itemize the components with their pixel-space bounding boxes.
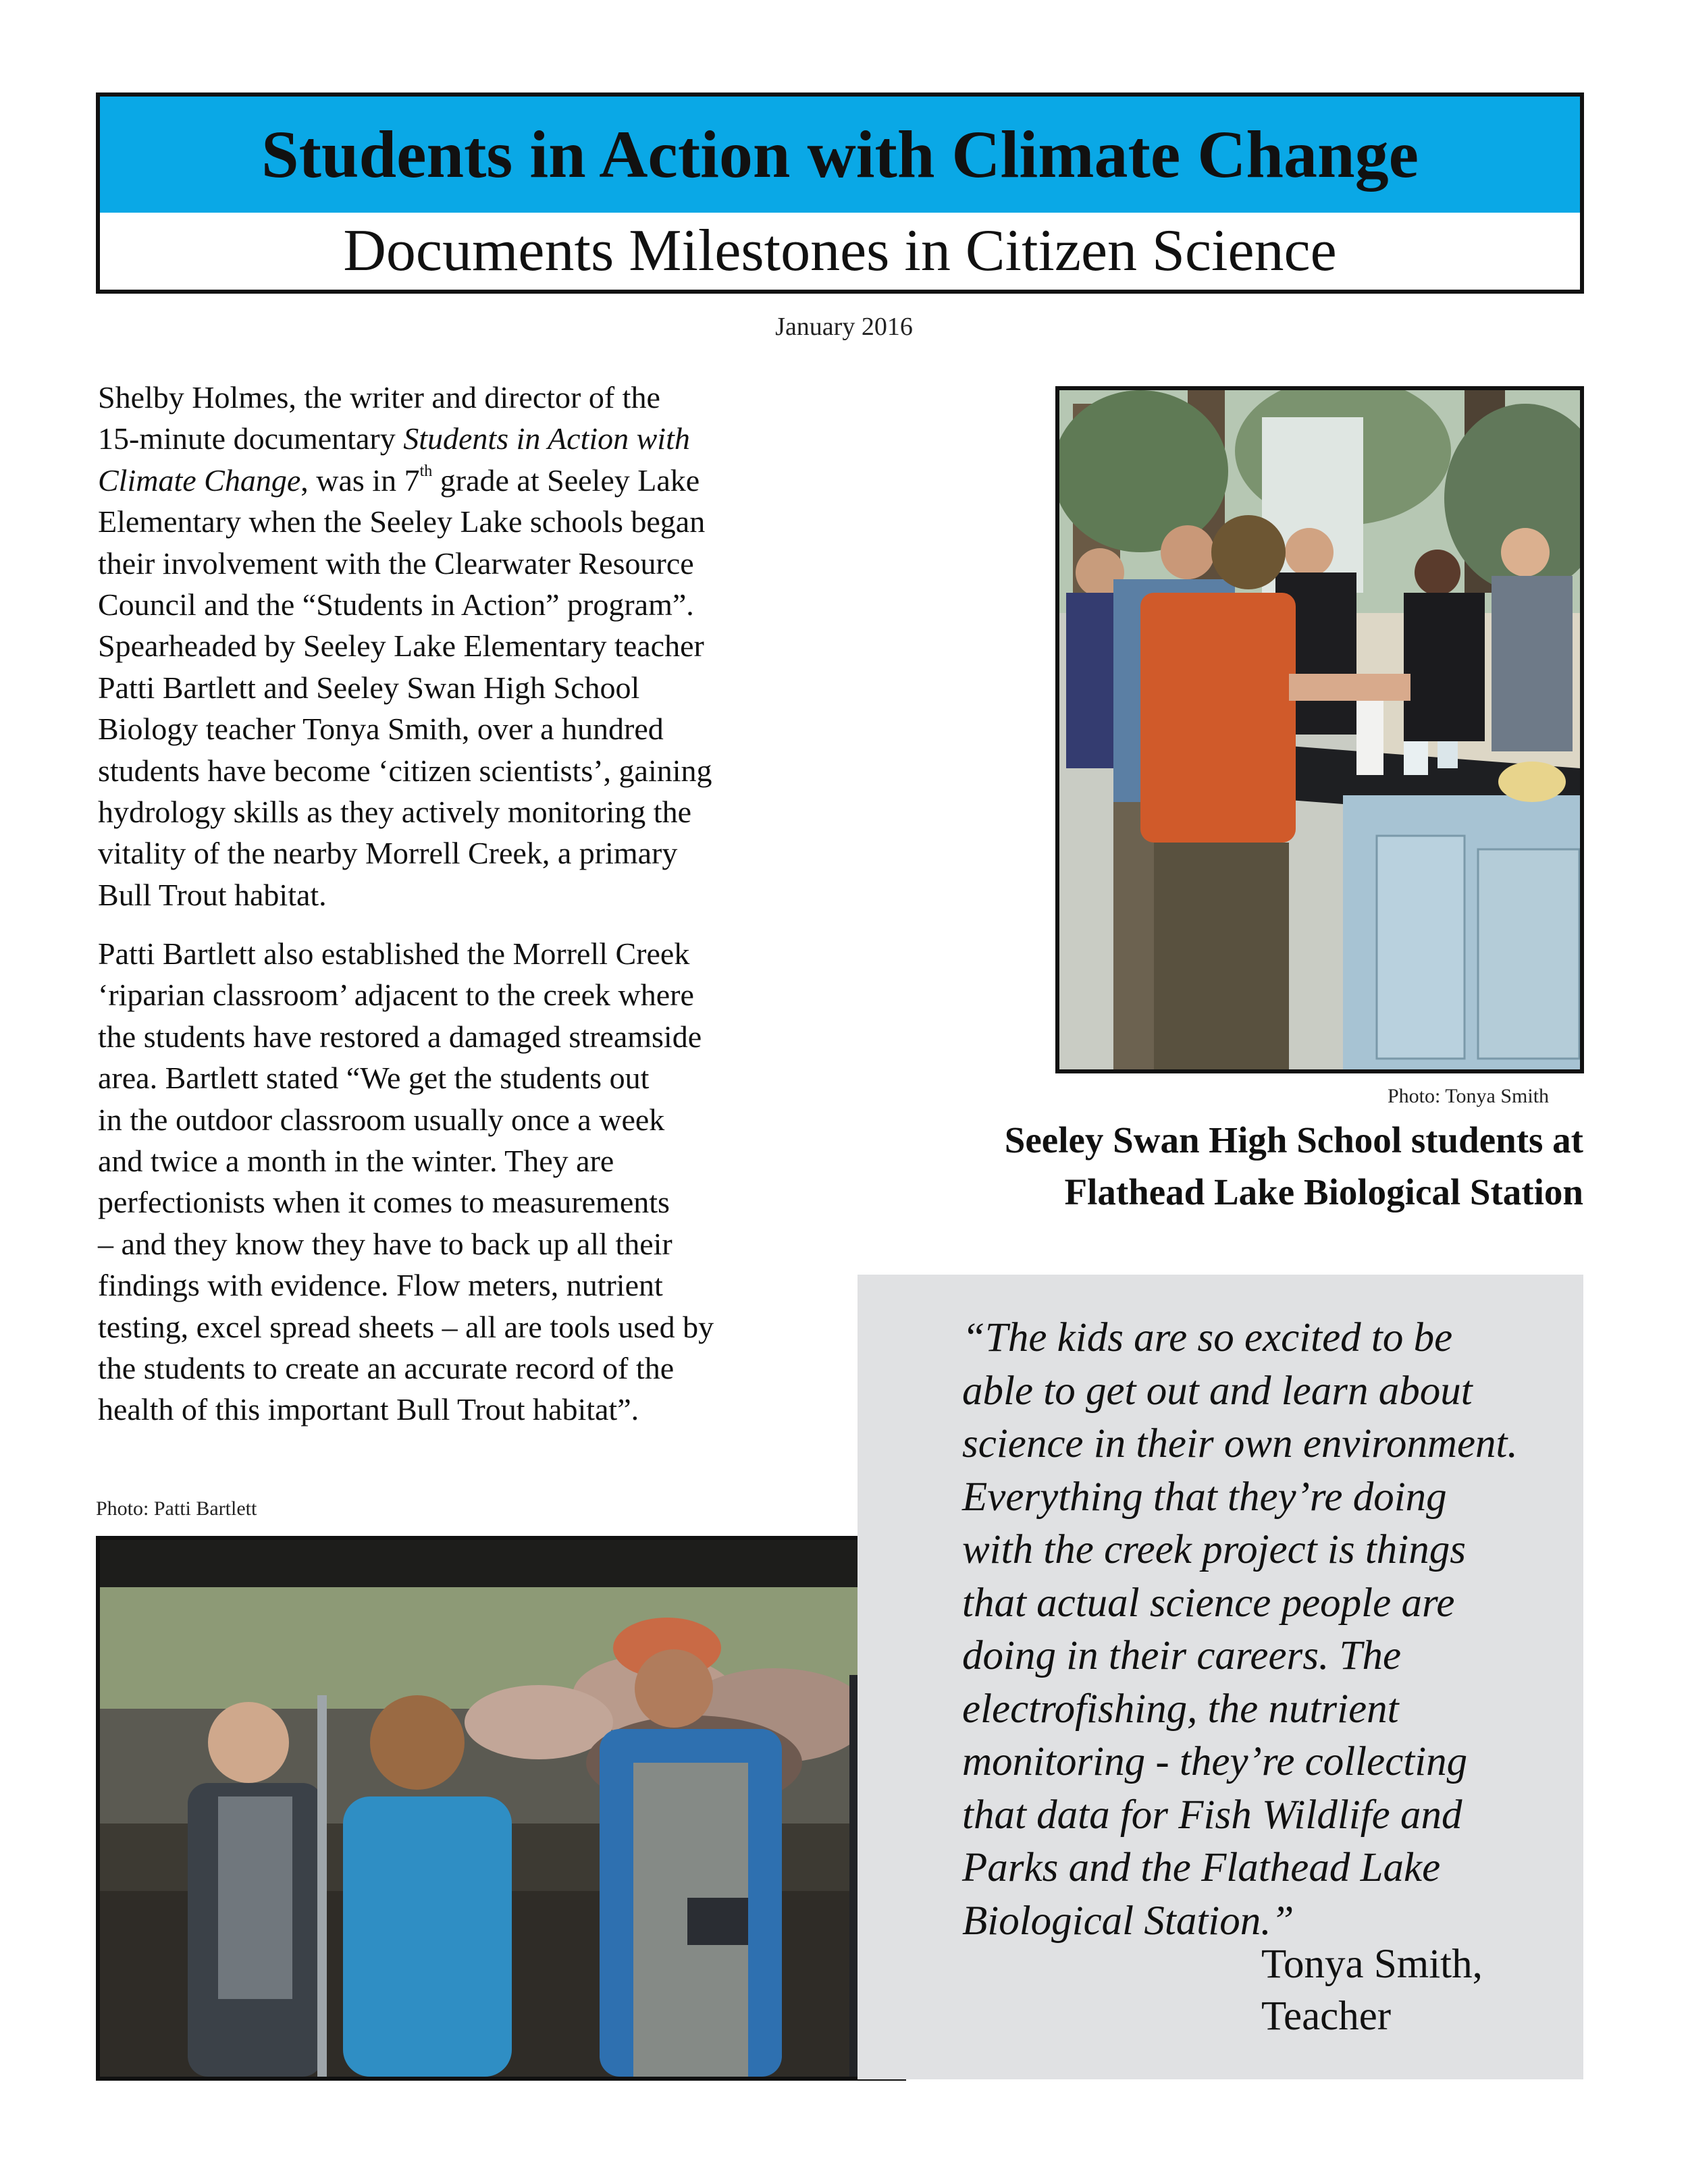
film-title: Students in Action with — [403, 421, 690, 456]
article-paragraph-1 — [98, 377, 712, 915]
text-line: Bull Trout habitat. — [98, 877, 327, 912]
text-line: their involvement with the Clearwater Resource — [98, 545, 694, 581]
caption-line: Seeley Swan High School students at — [1004, 1119, 1583, 1161]
text-line: Council and the “Students in Action” program”. — [98, 587, 694, 622]
attribution-role: Teacher — [1261, 1994, 1392, 2039]
ordinal-suffix: th — [419, 462, 433, 480]
text-line: Elementary when the Seeley Lake schools began — [98, 504, 706, 539]
text-line: testing, excel spread sheets – all are tools used by — [98, 1309, 714, 1344]
text-line: ‘riparian classroom’ adjacent to the creek where — [98, 978, 694, 1013]
quote-line: able to get out and learn about — [962, 1368, 1473, 1414]
quote-line: “The kids are so excited to be — [962, 1315, 1453, 1360]
quote-attribution — [1261, 1938, 1483, 2042]
creek-photo-credit: Photo: Patti Bartlett — [96, 1497, 257, 1520]
title-band — [100, 97, 1580, 213]
quote-line: monitoring - they’re collecting — [962, 1739, 1468, 1784]
attribution-name: Tonya Smith, — [1261, 1942, 1483, 1987]
text-line: Patti Bartlett and Seeley Swan High School — [98, 670, 640, 705]
text-line: findings with evidence. Flow meters, nutrient — [98, 1268, 663, 1303]
quote-line: that actual science people are — [962, 1580, 1455, 1626]
text-line: in the outdoor classroom usually once a week — [98, 1102, 665, 1137]
text-line: students have become ‘citizen scientists’, gaining — [98, 753, 712, 788]
quote-line: doing in their careers. The — [962, 1633, 1402, 1678]
text-line: vitality of the nearby Morrell Creek, a primary — [98, 836, 678, 871]
quote-line: Everything that they’re doing — [962, 1474, 1447, 1520]
text-line: the students to create an accurate record of the — [98, 1351, 675, 1386]
lab-photo-caption — [830, 1114, 1583, 1218]
text-line: Climate Change, was in 7th grade at Seeley Lake — [98, 462, 700, 498]
text-line: perfectionists when it comes to measurements — [98, 1185, 670, 1220]
quote-line: with the creek project is things — [962, 1527, 1466, 1572]
issue-date: January 2016 — [775, 313, 913, 341]
text-line: Biology teacher Tonya Smith, over a hundred — [98, 712, 664, 747]
subtitle-band — [100, 213, 1580, 290]
quote-line: Biological Station.” — [962, 1898, 1294, 1944]
lab-photo — [1055, 386, 1584, 1073]
text-line: Patti Bartlett also established the Morrell Creek — [98, 936, 690, 971]
film-title: Climate Change — [98, 462, 301, 498]
quote-line: electrofishing, the nutrient — [962, 1686, 1399, 1732]
quote-line: science in their own environment. — [962, 1421, 1518, 1466]
text-line: 15-minute documentary Students in Action with — [98, 421, 690, 456]
text-line: hydrology skills as they actively monitoring the — [98, 795, 691, 830]
lab-photo-credit: Photo: Tonya Smith — [1388, 1085, 1550, 1107]
quote-line: that data for Fish Wildlife and — [962, 1792, 1462, 1838]
text-line: Spearheaded by Seeley Lake Elementary teacher — [98, 629, 704, 664]
creek-photo — [96, 1536, 906, 2081]
teacher-quote — [962, 1312, 1518, 1948]
text-line: and twice a month in the winter. They are — [98, 1144, 614, 1179]
creek-photo-illustration — [100, 1540, 902, 2077]
text-line: health of this important Bull Trout habitat”. — [98, 1392, 639, 1427]
quote-box — [858, 1275, 1583, 2079]
header-banner — [96, 92, 1584, 294]
page-title: Students in Action with Climate Change — [261, 117, 1419, 192]
text-line: area. Bartlett stated “We get the students out — [98, 1061, 650, 1096]
article-paragraph-2 — [98, 933, 714, 1431]
caption-line: Flathead Lake Biological Station — [1064, 1171, 1583, 1213]
quote-line: Parks and the Flathead Lake — [962, 1845, 1441, 1890]
page-subtitle: Documents Milestones in Citizen Science — [343, 218, 1337, 284]
text-line: the students have restored a damaged streamside — [98, 1019, 702, 1054]
lab-photo-illustration — [1059, 390, 1580, 1069]
text-line: – and they know they have to back up all their — [98, 1226, 672, 1261]
text-line: Shelby Holmes, the writer and director of the — [98, 380, 660, 415]
